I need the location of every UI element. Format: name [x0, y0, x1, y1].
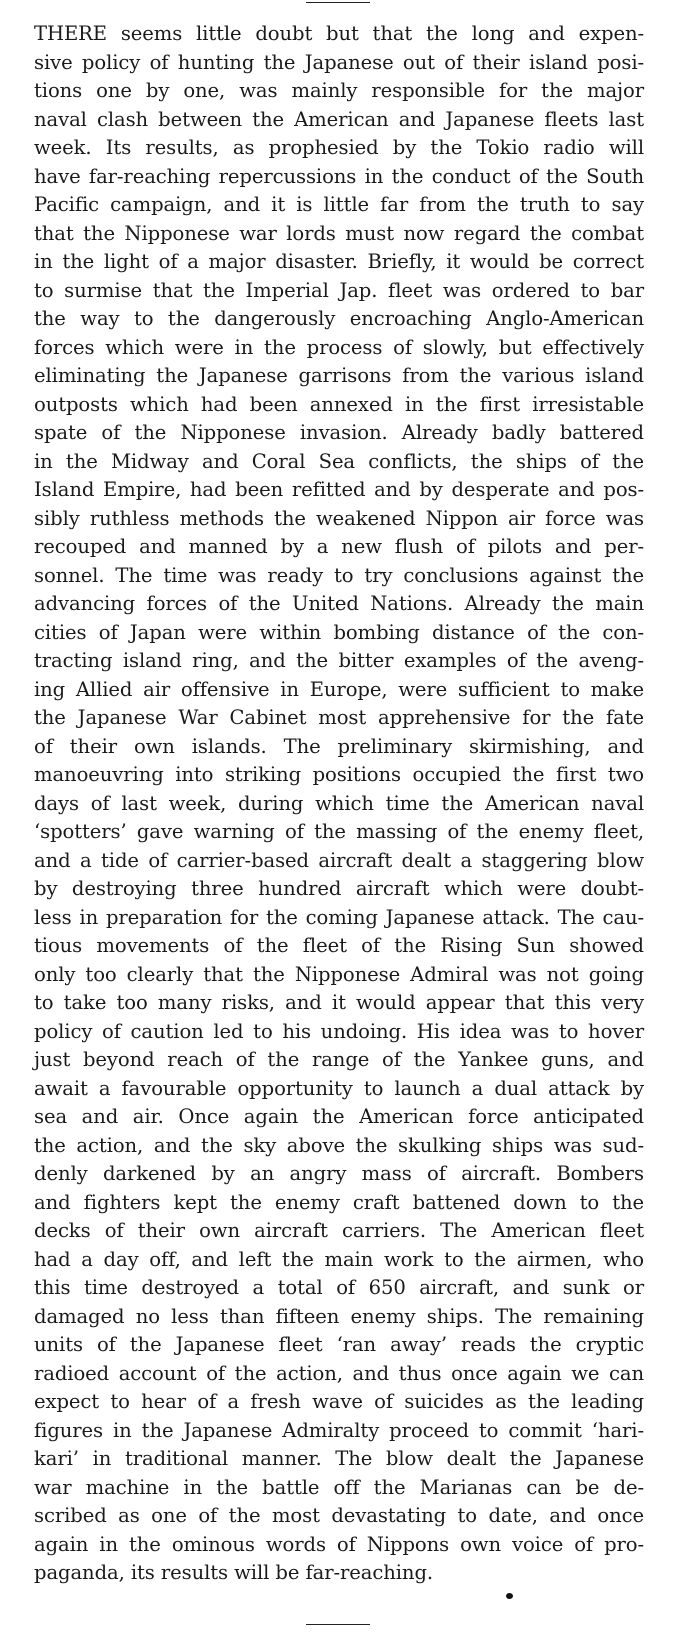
article-line: just beyond reach of the range of the Yankee guns, and [34, 1048, 644, 1071]
ink-speck [506, 1593, 513, 1599]
article-line: the way to the dangerously encroaching Anglo-American [34, 307, 644, 330]
article-line: sea and air. Once again the American force anticipated [34, 1105, 644, 1128]
article-line: paganda, its results will be far-reaching. [34, 1561, 434, 1584]
article-line: decks of their own aircraft carriers. The American fleet [34, 1219, 644, 1242]
article-body [34, 20, 644, 1588]
article-line: days of last week, during which time the American naval [34, 791, 644, 815]
article-line: radioed account of the action, and thus once again we can [34, 1361, 644, 1385]
article-line: forces which were in the process of slowly, but effectively [34, 335, 644, 359]
article-line: THERE seems little doubt but that the long and expen- [34, 22, 644, 45]
article-line: in the light of a major disaster. Briefly, it would be correct [34, 250, 644, 273]
article-line: policy of caution led to his undoing. His idea was to hover [34, 1019, 644, 1043]
article-line: ‘spotters’ gave warning of the massing of the enemy fleet, [34, 820, 644, 843]
article-line: tions one by one, was mainly responsible for the major [34, 79, 644, 102]
article-line: await a favourable opportunity to launch a dual attack by [34, 1076, 644, 1100]
article-line: to take too many risks, and it would appear that this very [34, 991, 644, 1014]
article-line: again in the ominous words of Nippons own voice of pro- [34, 1532, 644, 1556]
article-line: eliminating the Japanese garrisons from the various island [34, 364, 644, 387]
article-line: and fighters kept the enemy craft battened down to the [34, 1190, 644, 1214]
article-line: war machine in the battle off the Marianas can be de- [34, 1475, 644, 1499]
article-line: sibly ruthless methods the weakened Nippon air force was [34, 506, 644, 530]
article-line: sive policy of hunting the Japanese out of their island posi- [34, 50, 644, 74]
article-line: to surmise that the Imperial Jap. fleet was ordered to bar [34, 278, 644, 302]
article-line: recouped and manned by a new flush of pilots and per- [34, 535, 644, 558]
article-line: figures in the Japanese Admiralty proceed to commit ‘hari- [34, 1418, 644, 1442]
article-line: that the Nipponese war lords must now regard the combat [34, 221, 644, 245]
article-line: scribed as one of the most devastating to date, and once [34, 1504, 644, 1527]
article-line: tracting island ring, and the bitter examples of the aveng- [34, 649, 644, 672]
article-line: cities of Japan were within bombing distance of the con- [34, 620, 644, 644]
article-line: this time destroyed a total of 650 aircraft, and sunk or [34, 1276, 644, 1299]
top-divider-rule [306, 2, 370, 3]
article-line: had a day off, and left the main work to the airmen, who [34, 1247, 644, 1271]
article-line: have far-reaching repercussions in the conduct of the South [34, 164, 644, 188]
article-line: and a tide of carrier-based aircraft dealt a staggering blow [34, 848, 644, 872]
article-line: Pacific campaign, and it is little far from the truth to say [34, 193, 644, 216]
article-line: spate of the Nipponese invasion. Already badly battered [34, 421, 644, 444]
article-line: units of the Japanese fleet ‘ran away’ reads the cryptic [34, 1333, 644, 1356]
article-line: in the Midway and Coral Sea conflicts, the ships of the [34, 449, 644, 473]
article-line: tious movements of the fleet of the Rising Sun showed [34, 934, 644, 957]
article-line: by destroying three hundred aircraft which were doubt- [34, 877, 644, 900]
article-line: Island Empire, had been refitted and by desperate and pos- [34, 478, 644, 501]
article-line: of their own islands. The preliminary skirmishing, and [34, 734, 644, 758]
article-line: sonnel. The time was ready to try conclusions against the [34, 563, 644, 587]
article-line: week. Its results, as prophesied by the Tokio radio will [34, 136, 644, 159]
article-line: naval clash between the American and Japanese fleets last [34, 107, 644, 131]
article-line: denly darkened by an angry mass of aircraft. Bombers [34, 1162, 644, 1185]
article-line: less in preparation for the coming Japanese attack. The cau- [34, 905, 644, 929]
article-line: the action, and the sky above the skulking ships was sud- [34, 1133, 644, 1157]
article-line: ing Allied air offensive in Europe, were sufficient to make [34, 677, 644, 701]
article-line: kari’ in traditional manner. The blow dealt the Japanese [34, 1447, 644, 1470]
article-line: advancing forces of the United Nations. Already the main [34, 592, 644, 615]
article-line: the Japanese War Cabinet most apprehensive for the fate [34, 706, 644, 729]
article-line: outposts which had been annexed in the first irresistable [34, 392, 644, 416]
article-line: expect to hear of a fresh wave of suicides as the leading [34, 1390, 644, 1413]
article-line: manoeuvring into striking positions occupied the first two [34, 763, 644, 786]
article-line: damaged no less than fifteen enemy ships. The remaining [34, 1304, 644, 1328]
bottom-divider-rule [306, 1624, 370, 1625]
article-line: only too clearly that the Nipponese Admiral was not going [34, 962, 644, 986]
